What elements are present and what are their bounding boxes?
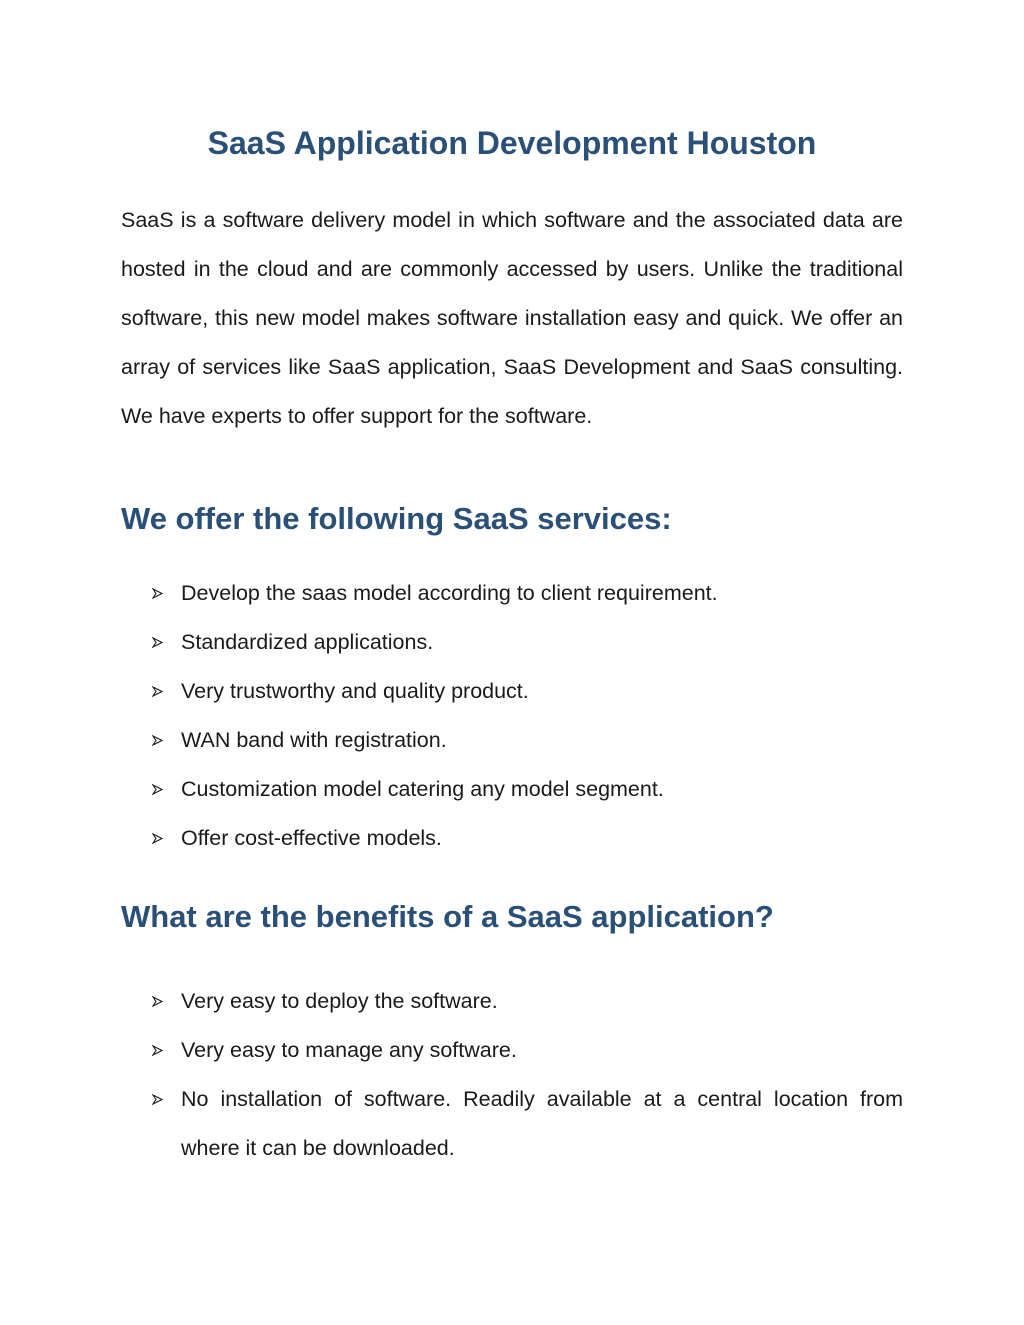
arrowhead-bullet-icon [152,667,166,716]
benefits-heading: What are the benefits of a SaaS application? [121,899,774,934]
list-item [121,618,903,667]
list-item-text: Very easy to manage any software. [181,1038,517,1062]
arrowhead-bullet-icon [152,618,166,667]
list-item-text: Very easy to deploy the software. [181,989,498,1013]
list-item [121,1075,903,1173]
list-item-text: Develop the saas model according to client requirement. [181,581,718,605]
list-item [121,667,903,716]
arrowhead-bullet-icon [152,1026,166,1075]
list-item-text: No installation of software. Readily available at a central location from where it can be downloaded. [181,1087,903,1160]
benefits-list [121,977,903,1173]
list-item-text: Offer cost-effective models. [181,826,442,850]
list-item-text: WAN band with registration. [181,728,447,752]
list-item [121,814,903,863]
arrowhead-bullet-icon [152,1075,166,1124]
list-item-text: Customization model catering any model segment. [181,777,664,801]
list-item [121,569,903,618]
list-item-text: Very trustworthy and quality product. [181,679,529,703]
services-list [121,569,903,863]
list-item [121,977,903,1026]
list-item [121,765,903,814]
arrowhead-bullet-icon [152,569,166,618]
arrowhead-bullet-icon [152,716,166,765]
arrowhead-bullet-icon [152,765,166,814]
services-heading: We offer the following SaaS services: [121,501,672,536]
list-item [121,716,903,765]
list-item-text: Standardized applications. [181,630,434,654]
list-item [121,1026,903,1075]
arrowhead-bullet-icon [152,814,166,863]
arrowhead-bullet-icon [152,977,166,1026]
intro-paragraph: SaaS is a software delivery model in which software and the associated data are hosted in the cloud and are commonly accessed by users. Unlike the traditional software, this new model makes software installation easy and quick. We offer an array of services like SaaS application, SaaS Development and SaaS consulting. We have experts to offer support for the software. [121,208,903,428]
document-title: SaaS Application Development Houston [207,125,817,161]
